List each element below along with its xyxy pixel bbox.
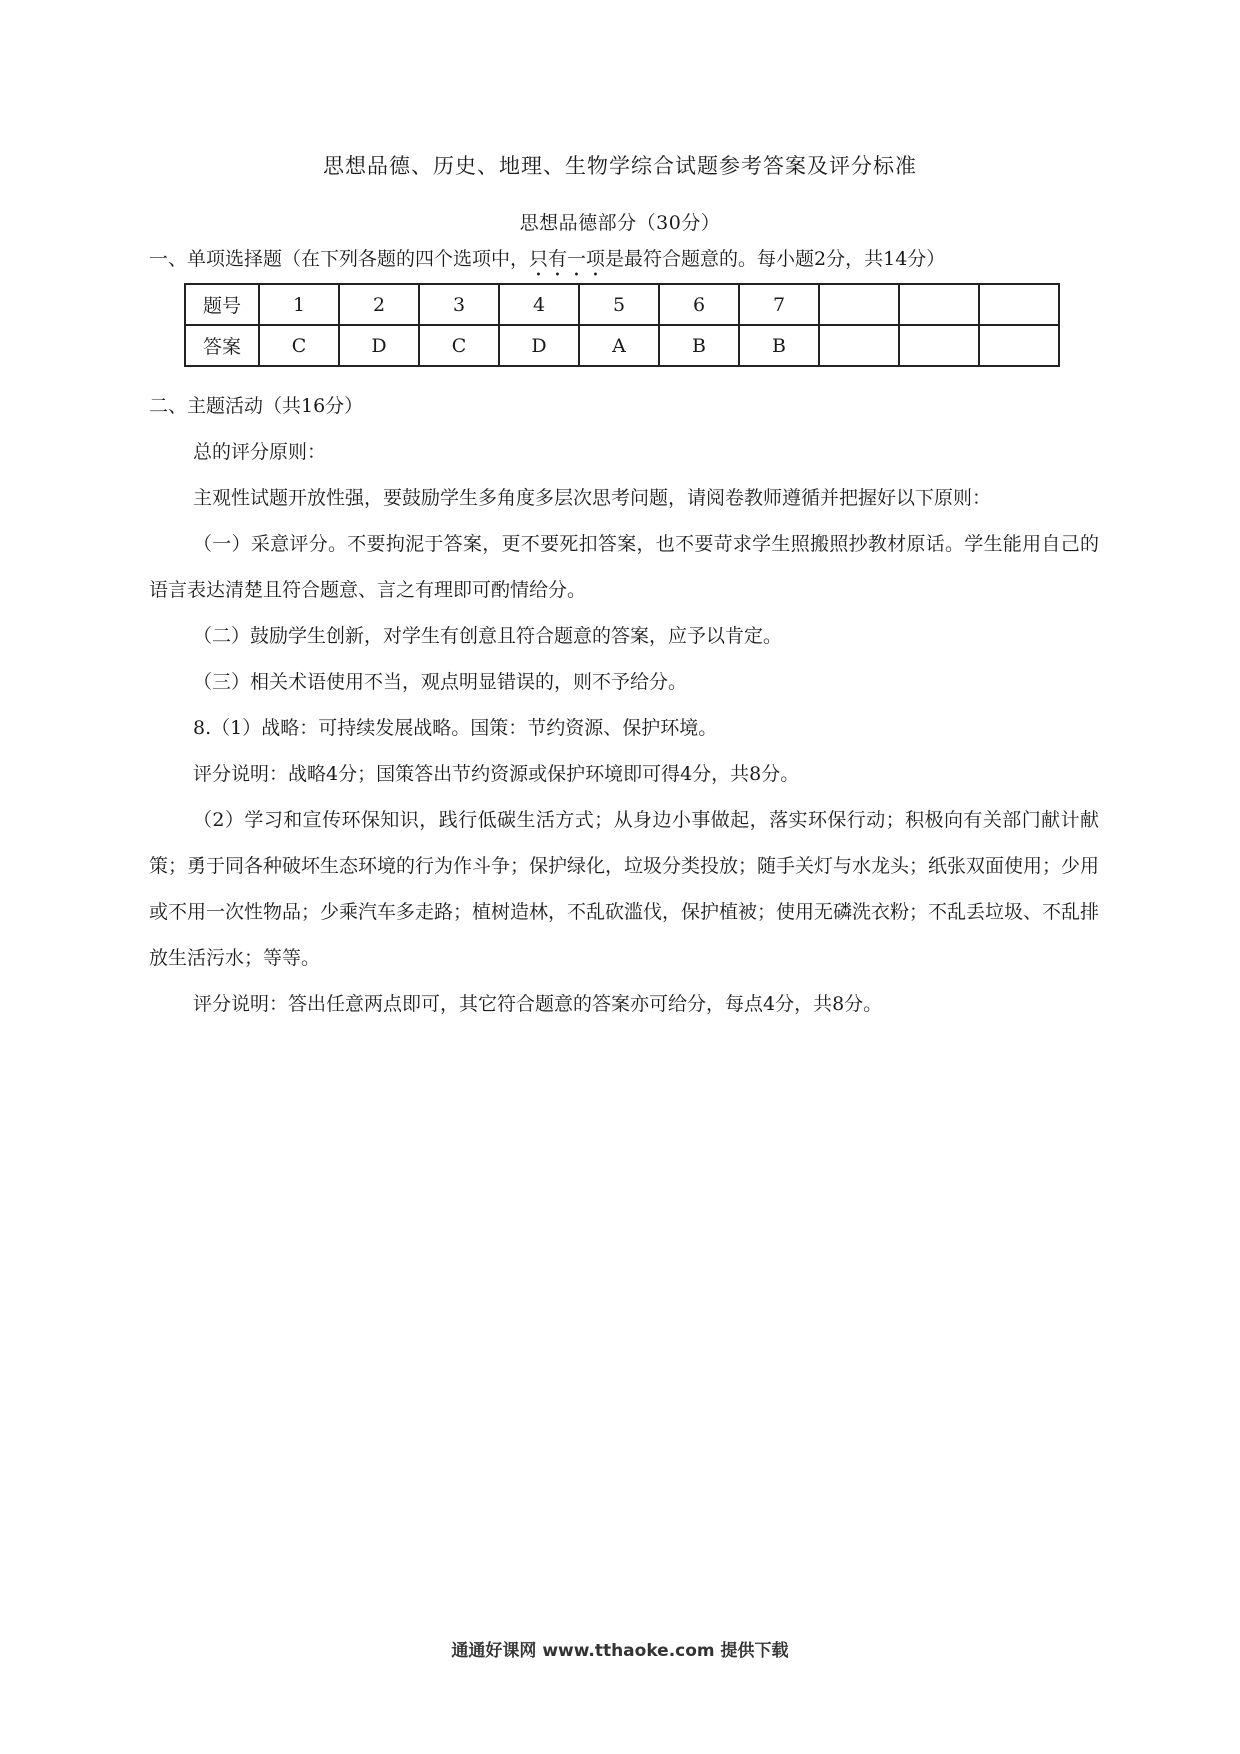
- answer-cell: B: [739, 325, 819, 366]
- principles-title: 总的评分原则：: [193, 441, 327, 463]
- answer-table: [184, 283, 1060, 367]
- question-2-heading: 二、主题活动（共16分）: [149, 395, 364, 417]
- answer-cell: C: [259, 325, 339, 366]
- question-1-heading: [149, 244, 945, 281]
- footer-text: 通通好课网 www.tthaoke.com 提供下载: [451, 1641, 789, 1661]
- table-row-numbers: [185, 284, 1059, 325]
- answer-cell: D: [339, 325, 419, 366]
- question-1-heading-before: 一、单项选择题（在下列各题的四个选项中，: [149, 248, 530, 270]
- principle-3: （三）相关术语使用不当，观点明显错误的，则不予给分。: [193, 671, 688, 693]
- answer-cell: [979, 325, 1059, 366]
- table-row-answers: [185, 325, 1059, 366]
- question-number-cell: [899, 284, 979, 325]
- answer-cell: [899, 325, 979, 366]
- answer-cell: B: [659, 325, 739, 366]
- principles-intro: 主观性试题开放性强，要鼓励学生多角度多层次思考问题，请阅卷教师遵循并把握好以下原则：: [193, 487, 992, 509]
- question-number-cell: 2: [339, 284, 419, 325]
- section-title: 思想品德部分（30分）: [519, 212, 721, 234]
- question-2-section: [149, 383, 1099, 1027]
- question-number-cell: 5: [579, 284, 659, 325]
- q8-part-2-scoring: 评分说明：答出任意两点即可，其它符合题意的答案亦可给分，每点4分，共8分。: [193, 993, 883, 1015]
- principle-2: （二）鼓励学生创新，对学生有创意且符合题意的答案，应予以肯定。: [193, 625, 783, 647]
- page-title: 思想品德、历史、地理、生物学综合试题参考答案及评分标准: [323, 154, 917, 178]
- question-number-cell: 3: [419, 284, 499, 325]
- q8-part-2: （2）学习和宣传环保知识，践行低碳生活方式；从身边小事做起，落实环保行动；积极向有关部门献计献策；勇于同各种破坏生态环境的行为作斗争；保护绿化，垃圾分类投放；随手关灯与水龙头；纸张双面使用；少用或不用一次性物品；少乘汽车多走路；植树造林，不乱砍滥伐，保护植被；使用无磷洗衣粉；不乱丢垃圾、不乱排放生活污水；等等。: [149, 809, 1100, 969]
- question-number-cell: 6: [659, 284, 739, 325]
- q8-part-1-scoring: 评分说明：战略4分；国策答出节约资源或保护环境即可得4分，共8分。: [193, 763, 800, 785]
- question-number-cell: 1: [259, 284, 339, 325]
- principle-1: （一）采意评分。不要拘泥于答案，更不要死扣答案，也不要苛求学生照搬照抄教材原话。学生能用自己的语言表达清楚且符合题意、言之有理即可酌情给分。: [149, 533, 1099, 601]
- answer-cell: C: [419, 325, 499, 366]
- answer-cell: A: [579, 325, 659, 366]
- question-1-heading-emphasis: 只有一项: [529, 248, 606, 270]
- row-label-numbers: 题号: [185, 284, 259, 325]
- question-number-cell: [819, 284, 899, 325]
- question-number-cell: 7: [739, 284, 819, 325]
- answer-cell: [819, 325, 899, 366]
- question-1-heading-after: 是最符合题意的。每小题2分，共14分）: [605, 248, 946, 270]
- q8-part-1: 8.（1）战略：可持续发展战略。国策：节约资源、保护环境。: [193, 717, 718, 739]
- question-number-cell: [979, 284, 1059, 325]
- row-label-answers: 答案: [185, 325, 259, 366]
- question-number-cell: 4: [499, 284, 579, 325]
- answer-cell: D: [499, 325, 579, 366]
